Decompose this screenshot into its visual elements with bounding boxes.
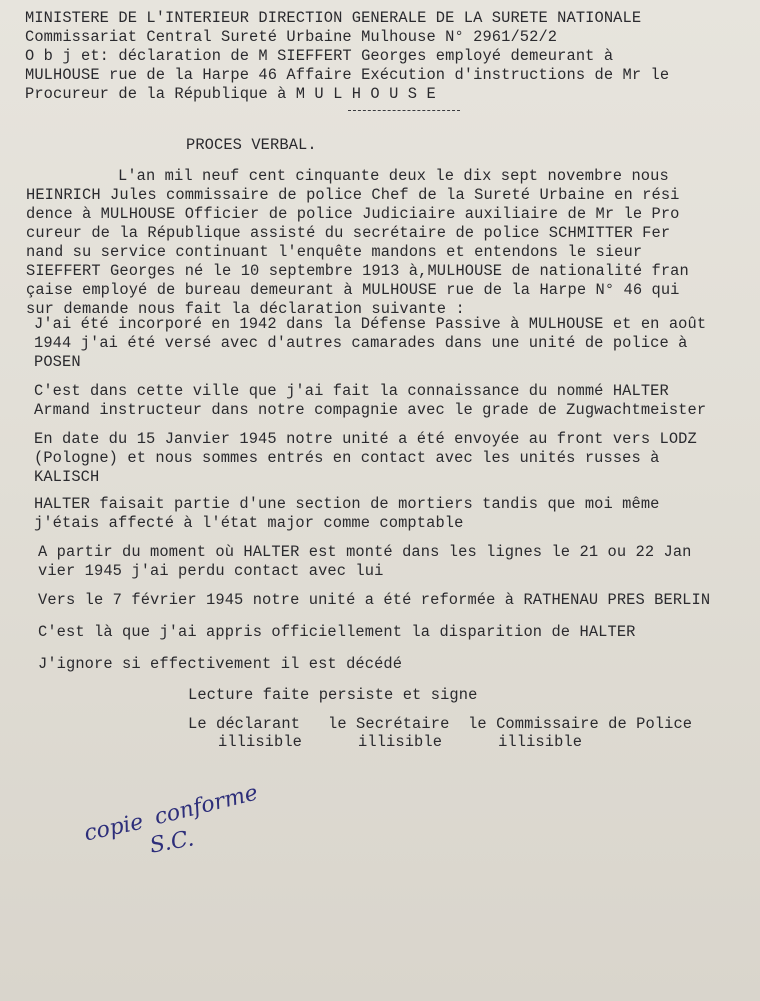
statement-line: A partir du moment où HALTER est monté dans les lignes le 21 ou 22 Jan — [38, 543, 692, 561]
header-ministry: MINISTERE DE L'INTERIEUR DIRECTION GENERALE DE LA SURETE NATIONALE — [25, 9, 642, 27]
intro-line: HEINRICH Jules commissaire de police Chef de la Sureté Urbaine en rési — [26, 186, 680, 204]
statement-line: (Pologne) et nous sommes entrés en contact avec les unités russes à — [34, 449, 660, 467]
statement-line: POSEN — [34, 353, 81, 371]
handwritten-copie: copie — [82, 809, 146, 847]
statement-line: C'est dans cette ville que j'ai fait la connaissance du nommé HALTER — [34, 382, 669, 400]
header-commissariat: Commissariat Central Sureté Urbaine Mulhouse N° 2961/52/2 — [25, 28, 558, 46]
statement-line: j'étais affecté à l'état major comme comptable — [34, 514, 464, 532]
closing-lecture: Lecture faite persiste et signe — [188, 686, 478, 704]
statement-line: 1944 j'ai été versé avec d'autres camarades dans une unité de police à — [34, 334, 688, 352]
handwritten-initials: S.C. — [148, 826, 196, 859]
statement-line: J'ignore si effectivement il est décédé — [38, 655, 403, 673]
closing-signatories: Le déclarant le Secrétaire le Commissaire de Police — [188, 715, 693, 733]
statement-line: Vers le 7 février 1945 notre unité a été reformée à RATHENAU PRES BERLIN — [38, 591, 711, 609]
header-affair: MULHOUSE rue de la Harpe 46 Affaire Exécution d'instructions de Mr le — [25, 66, 670, 84]
statement-line: En date du 15 Janvier 1945 notre unité a été envoyée au front vers LODZ — [34, 430, 697, 448]
handwritten-conforme: conforme — [152, 780, 261, 831]
header-divider — [348, 110, 460, 111]
intro-line: cureur de la République assisté du secrétaire de police SCHMITTER Fer — [26, 224, 671, 242]
intro-line: L'an mil neuf cent cinquante deux le dix sept novembre nous — [118, 167, 669, 185]
statement-line: Armand instructeur dans notre compagnie avec le grade de Zugwachtmeister — [34, 401, 707, 419]
header-prosecutor: Procureur de la République à M U L H O U S E — [25, 85, 436, 103]
header-object: O b j et: déclaration de M SIEFFERT Georges employé demeurant à — [25, 47, 614, 65]
intro-line: SIEFFERT Georges né le 10 septembre 1913 à,MULHOUSE de nationalité fran — [26, 262, 689, 280]
statement-line: J'ai été incorporé en 1942 dans la Défense Passive à MULHOUSE et en août — [34, 315, 707, 333]
intro-line: çaise employé de bureau demeurant à MULHOUSE rue de la Harpe N° 46 qui — [26, 281, 680, 299]
intro-line: nand su service continuant l'enquête mandons et entendons le sieur — [26, 243, 643, 261]
statement-line: vier 1945 j'ai perdu contact avec lui — [38, 562, 384, 580]
intro-line: sur demande nous fait la déclaration suivante : — [26, 300, 465, 318]
intro-line: dence à MULHOUSE Officier de police Judiciaire auxiliaire de Mr le Pro — [26, 205, 680, 223]
statement-line: HALTER faisait partie d'une section de mortiers tandis que moi même — [34, 495, 660, 513]
document-title: PROCES VERBAL. — [186, 136, 317, 154]
statement-line: C'est là que j'ai appris officiellement la disparition de HALTER — [38, 623, 636, 641]
closing-illegible: illisible illisible illisible — [218, 733, 583, 751]
statement-line: KALISCH — [34, 468, 100, 486]
